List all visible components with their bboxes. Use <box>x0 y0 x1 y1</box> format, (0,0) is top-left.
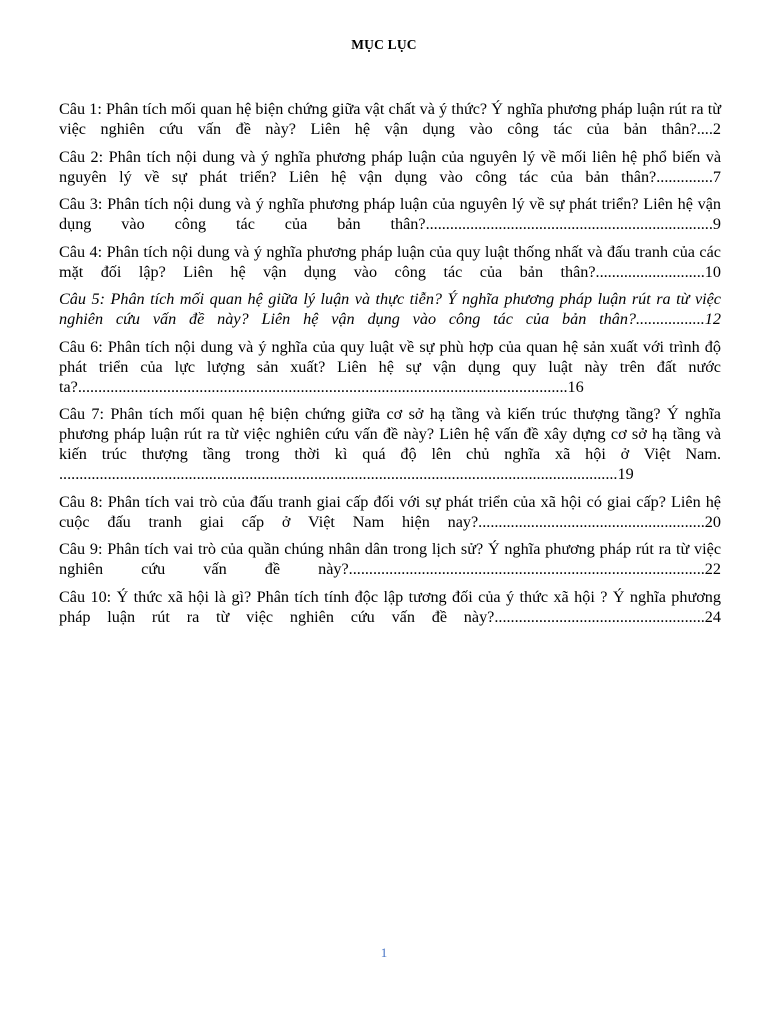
toc-entry-6[interactable]: Câu 6: Phân tích nội dung và ý nghĩa của quy luật về sự phù hợp của quan hệ sản xuất với trình độ phát triển của lực lượng sản xuất? Liên hệ sự vận dụng quy luật này trên đất nước ta?.........................................................................................................................16 <box>59 337 721 396</box>
table-of-contents <box>59 99 721 634</box>
toc-entry-7[interactable]: Câu 7: Phân tích mối quan hệ biện chứng giữa cơ sở hạ tầng và kiến trúc thượng tầng? Ý nghĩa phương pháp luận rút ra từ việc nghiên cứu vấn đề này? Liên hệ vấn đề xây dựng cơ sở hạ tầng và kiến trúc thượng tầng trong thời kì quá độ lên chủ nghĩa xã hội ở Việt Nam. ..........................................................................................................................................19 <box>59 405 721 483</box>
page-number: 1 <box>380 945 388 960</box>
toc-entry-5[interactable]: Câu 5: Phân tích mối quan hệ giữa lý luận và thực tiễn? Ý nghĩa phương pháp luận rút ra từ việc nghiên cứu vấn đề này? Liên hệ vận dụng vào công tác của bản thân?.................12 <box>59 290 721 328</box>
toc-entry-2[interactable]: Câu 2: Phân tích nội dung và ý nghĩa phương pháp luận của nguyên lý về mối liên hệ phổ biến và nguyên lý về sự phát triển? Liên hệ vận dụng vào công tác của bản thân?..............7 <box>59 147 721 186</box>
toc-entry-1[interactable]: Câu 1: Phân tích mối quan hệ biện chứng giữa vật chất và ý thức? Ý nghĩa phương pháp luận rút ra từ việc nghiên cứu vấn đề này? Liên hệ vận dụng vào công tác của bản thân?....2 <box>59 100 721 138</box>
toc-entry-3[interactable]: Câu 3: Phân tích nội dung và ý nghĩa phương pháp luận của nguyên lý về sự phát triển? Liên hệ vận dụng vào công tác của bản thân?.......................................................................9 <box>59 195 721 233</box>
page-title: MỤC LỤC <box>351 37 417 52</box>
toc-entry-4[interactable]: Câu 4: Phân tích nội dung và ý nghĩa phương pháp luận của quy luật thống nhất và đấu tranh của các mặt đối lập? Liên hệ vận dụng vào công tác của bản thân?...........................10 <box>59 242 721 281</box>
toc-entry-9[interactable]: Câu 9: Phân tích vai trò của quần chúng nhân dân trong lịch sử? Ý nghĩa phương pháp rút ra từ việc nghiên cứu vấn đề này?........................................................................................22 <box>59 540 721 578</box>
toc-entry-10[interactable]: Câu 10: Ý thức xã hội là gì? Phân tích tính độc lập tương đối của ý thức xã hội ? Ý nghĩa phương pháp luận rút ra từ việc nghiên cứu vấn đề này?....................................................24 <box>59 587 721 626</box>
toc-entry-8[interactable]: Câu 8: Phân tích vai trò của đấu tranh giai cấp đối với sự phát triển của xã hội có giai cấp? Liên hệ cuộc đấu tranh giai cấp ở Việt Nam hiện nay?........................................................20 <box>59 492 721 531</box>
